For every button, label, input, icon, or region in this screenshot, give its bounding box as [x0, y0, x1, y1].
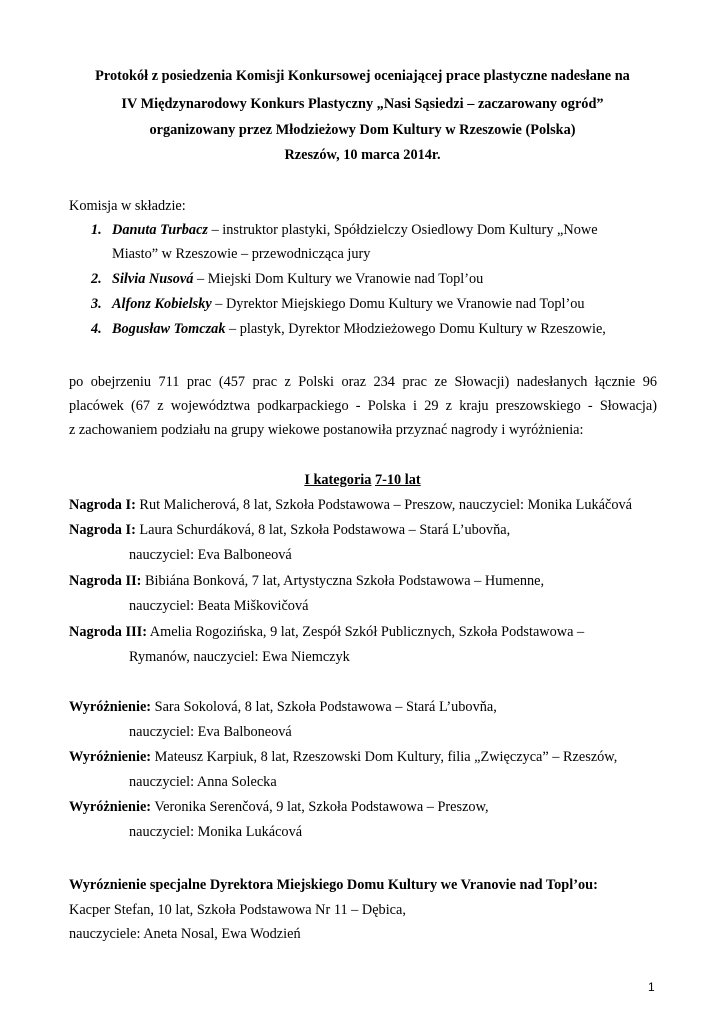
page-number: 1: [648, 980, 655, 994]
award-teacher: nauczyciel: Eva Balboneová: [129, 547, 292, 563]
award-teacher: Rymanów, nauczyciel: Ewa Niemczyk: [129, 649, 350, 665]
award-text: Bibiána Bonková, 7 lat, Artystyczna Szkoła Podstawowa – Humenne,: [141, 573, 545, 589]
commission-member: [91, 320, 606, 338]
distinction-entry: [69, 698, 497, 716]
member-number: 2.: [91, 271, 102, 287]
member-description: – Dyrektor Miejskiego Domu Kultury we Vranowie nad Topl’ou: [211, 296, 585, 312]
header-date: Rzeszów, 10 marca 2014r.: [284, 147, 441, 163]
header-line-2: IV Międzynarodowy Konkurs Plastyczny „Nasi Sąsiedzi – zaczarowany ogród”: [121, 96, 604, 112]
member-name: Silvia Nusová: [112, 271, 194, 287]
award-label: Nagroda II:: [69, 573, 142, 589]
distinction-text: Mateusz Karpiuk, 8 lat, Rzeszowski Dom Kultury, filia „Zwięczyca” – Rzeszów,: [151, 749, 618, 765]
distinction-label: Wyróżnienie:: [69, 699, 152, 715]
award-entry: [69, 496, 632, 514]
distinction-teacher: nauczyciel: Anna Solecka: [129, 774, 277, 790]
category-heading: [0, 471, 725, 489]
distinction-entry: [69, 798, 489, 816]
award-label: Nagroda I:: [69, 497, 136, 513]
paragraph-line-1: po obejrzeniu 711 prac (457 prac z Polski oraz 234 prac ze Słowacji) nadesłanych łącznie 96: [69, 374, 657, 390]
header-line-1: Protokół z posiedzenia Komisji Konkursowej oceniającej prace plastyczne nadesłane na: [95, 68, 630, 84]
member-name: Danuta Turbacz: [112, 222, 208, 238]
member-name: Alfonz Kobielsky: [112, 296, 212, 312]
paragraph-line-2: placówek (67 z województwa podkarpackiego - Polska i 29 z kraju preszowskiego - Słowacja): [69, 398, 657, 414]
member-name: Bogusław Tomczak: [112, 321, 226, 337]
member-number: 3.: [91, 296, 102, 312]
commission-intro: Komisja w składzie:: [69, 198, 186, 214]
distinction-teacher: nauczyciel: Eva Balboneová: [129, 724, 292, 740]
special-distinction-title: Wyróznienie specjalne Dyrektora Miejskiego Domu Kultury we Vranovie nad Topl’ou:: [69, 877, 598, 893]
special-distinction-teachers: nauczyciele: Aneta Nosal, Ewa Wodzień: [69, 926, 301, 942]
award-label: Nagroda III:: [69, 624, 147, 640]
award-text: Laura Schurdáková, 8 lat, Szkoła Podstawowa – Stará L’ubovňa,: [135, 522, 511, 538]
commission-member: [91, 270, 483, 288]
distinction-entry: [69, 748, 617, 766]
member-description: – instruktor plastyki, Spółdzielczy Osiedlowy Dom Kultury „Nowe: [208, 222, 598, 238]
paragraph-line-3: z zachowaniem podziału na grupy wiekowe postanowiła przyznać nagrody i wyróżnienia:: [69, 422, 584, 438]
award-entry: [69, 572, 544, 590]
member-description: – plastyk, Dyrektor Młodzieżowego Domu Kultury w Rzeszowie,: [225, 321, 606, 337]
distinction-text: Sara Sokolová, 8 lat, Szkoła Podstawowa – Stará L’ubovňa,: [151, 699, 497, 715]
award-text: Amelia Rogozińska, 9 lat, Zespół Szkół Publicznych, Szkoła Podstawowa –: [146, 624, 585, 640]
distinction-text: Veronika Serenčová, 9 lat, Szkoła Podstawowa – Preszow,: [151, 799, 489, 815]
award-entry: [69, 623, 584, 641]
member-description-continued: Miasto” w Rzeszowie – przewodnicząca jury: [112, 246, 371, 262]
commission-member: [91, 221, 598, 239]
distinction-teacher: nauczyciel: Monika Lukácová: [129, 824, 303, 840]
member-description: – Miejski Dom Kultury we Vranowie nad Topl’ou: [193, 271, 484, 287]
category-ages: 7-10 lat: [375, 472, 421, 488]
special-distinction-winner: Kacper Stefan, 10 lat, Szkoła Podstawowa Nr 11 – Dębica,: [69, 902, 406, 918]
award-label: Nagroda I:: [69, 522, 136, 538]
category-name: I kategoria: [304, 472, 372, 488]
award-teacher: nauczyciel: Beata Miškovičová: [129, 598, 309, 614]
header-line-3: organizowany przez Młodzieżowy Dom Kultury w Rzeszowie (Polska): [149, 122, 576, 138]
commission-member: [91, 295, 585, 313]
distinction-label: Wyróżnienie:: [69, 749, 152, 765]
award-text: Rut Malicherová, 8 lat, Szkoła Podstawowa – Preszow, nauczyciel: Monika Lukáčová: [135, 497, 633, 513]
member-number: 1.: [91, 222, 102, 238]
member-number: 4.: [91, 321, 102, 337]
distinction-label: Wyróżnienie:: [69, 799, 152, 815]
award-entry: [69, 521, 510, 539]
